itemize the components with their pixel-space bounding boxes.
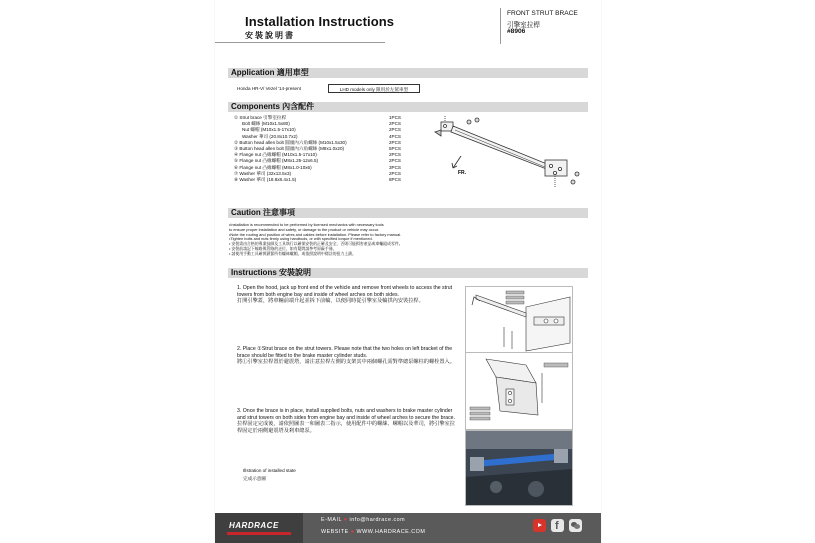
component-item: ② Button head allen bolt 圓頭內六角螺絲 (M10x1.5x30) — [234, 139, 347, 145]
component-item: ⑦ Washer 華司 (32x13.5x3) — [234, 170, 292, 176]
component-item: ⑤ Flange nut 凸緣螺帽 (M8x1.25-12x6.5) — [234, 158, 319, 164]
instructions-heading: Instructions 安裝說明 — [228, 268, 588, 278]
caution-heading: Caution 注意事項 — [228, 208, 588, 218]
installed-state-note: Illstration of installed state — [243, 468, 296, 473]
components-heading: Components 內含配件 — [228, 102, 588, 112]
caution-line: to ensure proper installation and safety, or damage to the product or vehicle may occur. — [229, 226, 380, 232]
component-item: ④ Flange nut 凸緣螺帽 (M10x1.5-17x10) — [234, 152, 317, 158]
component-qty: 4PCS — [389, 133, 402, 139]
component-item: ③ Button head allen bolt 圓頭內六角螺絲 (M8x1.0x20) — [234, 146, 345, 151]
step-3-text: 3. Once the brace is in place, install supplied bolts, nuts and washers to brake master cylinder and strut towers on both sides from engine bay and inside of wheel arches to secure the brace. — [237, 408, 456, 421]
brand-logo — [215, 513, 303, 543]
instruction-step-2 — [237, 346, 457, 366]
caution-line: • 請使用手動工具確實鎖緊所有螺絲螺帽，或依照說明中標註的扭力上鎖。 — [229, 250, 356, 256]
caution-line: •Tighten bolts and nuts firmly using handtools, or with specified torque if mentioned. — [229, 236, 373, 242]
header-rule — [215, 42, 385, 43]
component-item: ① Strut brace 引擎室拉桿 — [234, 115, 287, 120]
application-heading: Application 適用車型 — [228, 68, 588, 78]
component-qty: 2PCS — [389, 152, 402, 158]
step-1-text-cn: 打開引擎蓋，將車輛前端升起並拆下前輪，以便同時從引擎室及輪拱內安裝拉桿。 — [237, 298, 424, 305]
component-item: ⑥ Flange nut 凸緣螺帽 (M8x1.0-10x6) — [234, 164, 312, 170]
step-3-text-cn: 拉桿固定完成後，請依照圖表一和圖表二指示，使用配件中的螺絲、螺帽以及華司，將引擎室拉桿固定於兩側避震塔及剎車總泵。 — [237, 421, 455, 434]
component-qty: 5PCS — [389, 146, 402, 151]
caution-line: •Note the routing and position of wires and cables before installation. Please refer to factory manual. — [229, 231, 402, 237]
step-2-text-cn: 將①引擎室拉桿置於避震塔，請注意拉桿左側的支架其中兩個螺孔需對準總泵螺柱的螺栓置入。 — [237, 359, 455, 366]
component-item: Washer 華司 (20.8x10.7x2) — [242, 133, 298, 139]
website-url[interactable]: WWW.HARDRACE.COM — [356, 529, 426, 535]
header-divider — [500, 8, 501, 44]
installed-state-note-cn: 完成示意圖 — [243, 476, 266, 481]
figure-step-1 — [465, 286, 573, 354]
component-qty: 2PCS — [389, 139, 402, 145]
component-qty: 2PCS — [389, 121, 402, 127]
step-1-text: 1. Open the hood, jack up front end of the vehicle and remove front wheels to access the strut towers from both engine bay and inside of wheel arches on both sides. — [237, 285, 453, 298]
vehicle-model: Honda HR-V/ Vezel '14-present — [237, 86, 301, 91]
brand-stripe — [227, 532, 291, 535]
component-qty: 3PCS — [389, 164, 402, 170]
caution-line: •Installation is recommended to be performed by licensed mechanics with necessary tools — [229, 222, 384, 227]
email-address[interactable]: info@hardrace.com — [349, 517, 406, 523]
part-number: #8906 — [507, 28, 526, 35]
component-qty: 2PCS — [389, 158, 402, 164]
website-label: WEBSITE — [321, 529, 349, 535]
facebook-icon[interactable]: f — [551, 519, 564, 532]
product-name-cn: 引擎室拉桿 — [507, 22, 540, 29]
wechat-icon[interactable] — [569, 519, 582, 532]
component-qty: 2PCS — [389, 127, 402, 133]
caution-line: • 安裝需由合格的專業技師及工具執行以確保安裝的正確及安全，否則可能損害產品或車輛組成零件。 — [229, 241, 403, 247]
component-qty: 1PCS — [389, 115, 402, 120]
component-item: Bolt 螺絲 (M10x1.5x80) — [242, 121, 290, 127]
component-qty: 2PCS — [389, 170, 402, 176]
figure-step-2 — [465, 352, 573, 430]
brand-name: HARDRACE — [229, 521, 279, 530]
youtube-icon[interactable] — [533, 519, 546, 532]
component-item: Nut 螺帽 (M10x1.5-17x10) — [242, 127, 296, 133]
email-row — [321, 517, 405, 523]
product-name: FRONT STRUT BRACE — [507, 10, 578, 17]
caution-line: • 安裝前請記下線路與管路的走位，如有疑問請參考原廠手冊。 — [229, 246, 337, 251]
page-subtitle-cn: 安裝說明書 — [245, 31, 295, 40]
email-label: E-MAIL — [321, 517, 342, 523]
instruction-sheet — [215, 0, 601, 543]
fr-label: FR. — [458, 170, 467, 176]
lhd-note: LHD models only 限用於左駕車型 — [328, 84, 420, 93]
strut-brace-illustration — [427, 112, 587, 198]
page-title: Installation Instructions — [245, 14, 395, 29]
component-item: ⑧ Washer 華司 (18.8x8.4x1.5) — [234, 177, 297, 182]
website-row — [321, 529, 425, 535]
email-dot: ● — [343, 517, 348, 523]
figure-installed-photo — [465, 430, 573, 506]
component-qty: 8PCS — [389, 177, 402, 182]
website-dot: ● — [350, 529, 355, 535]
step-2-text: 2. Place ①Strut brace on the strut towers. Please note that the two holes on left bracket of the brace should be fitted to the brake master cylinder studs. — [237, 346, 453, 359]
instruction-step-1 — [237, 285, 457, 305]
instruction-step-3 — [237, 408, 457, 434]
